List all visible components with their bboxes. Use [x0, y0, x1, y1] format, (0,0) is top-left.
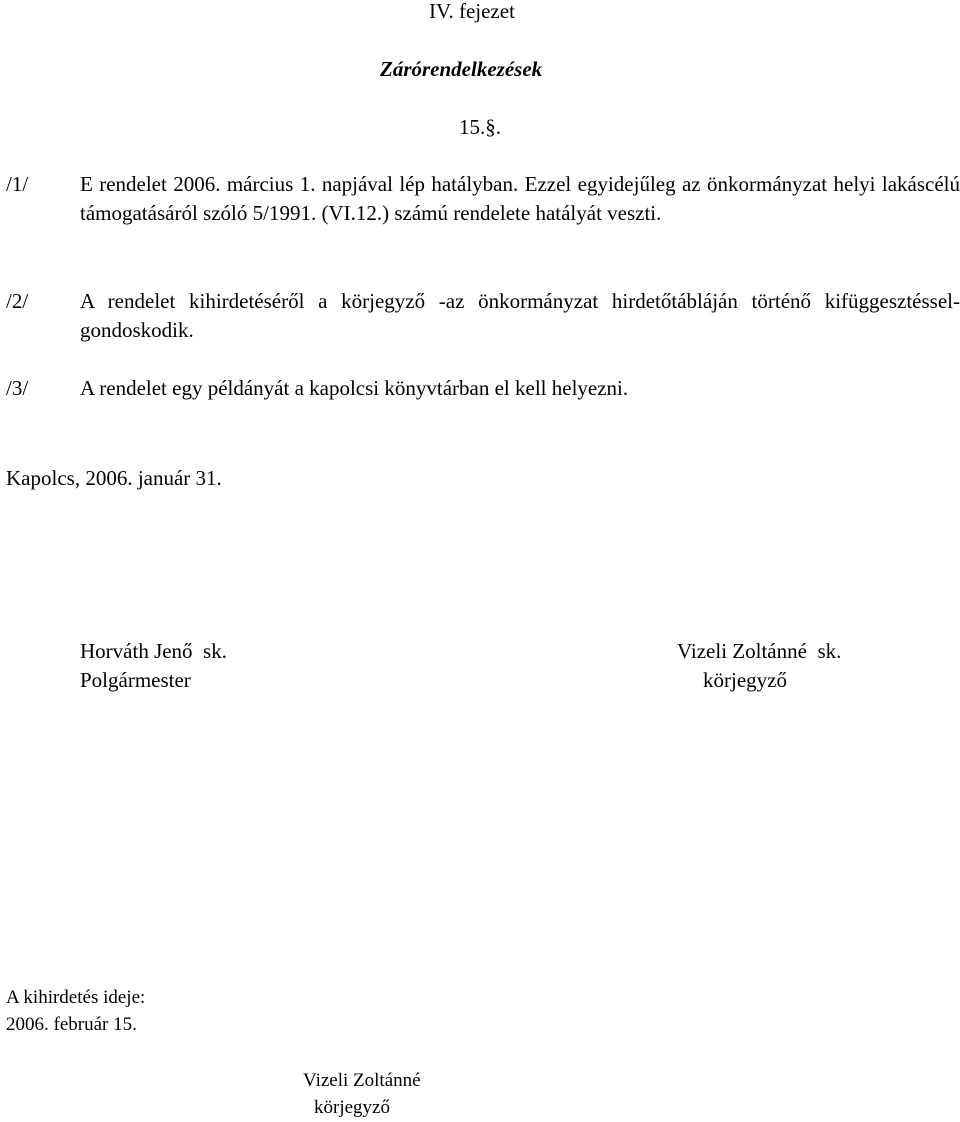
announcement-signer-name: Vizeli Zoltánné — [303, 1070, 421, 1091]
mayor-signature-title: Polgármester — [80, 668, 191, 692]
announcement-signer-title: körjegyző — [314, 1097, 390, 1118]
place-and-date: Kapolcs, 2006. január 31. — [6, 466, 222, 490]
section-number: 15.§. — [459, 115, 501, 139]
paragraph-text: E rendelet 2006. március 1. napjával lép hatályban. Ezzel egyidejűleg az önkormányzat helyi lakáscélú támogatásáról szóló 5/1991. (VI.12.) számú rendelete hatályát veszti. — [80, 172, 960, 225]
paragraph-number: /3/ — [6, 376, 29, 400]
chapter-heading: IV. fejezet — [429, 0, 515, 23]
paragraph-number: /1/ — [6, 172, 29, 196]
notary-signature-name: Vizeli Zoltánné sk. — [677, 639, 842, 663]
section-title: Zárórendelkezések — [380, 57, 543, 81]
paragraph-text: A rendelet egy példányát a kapolcsi könyvtárban el kell helyezni. — [80, 376, 629, 400]
announcement-date: 2006. február 15. — [6, 1014, 137, 1035]
notary-signature-title: körjegyző — [703, 668, 787, 692]
announcement-label: A kihirdetés ideje: — [6, 987, 146, 1008]
mayor-signature-name: Horváth Jenő sk. — [80, 639, 227, 663]
paragraph-number: /2/ — [6, 289, 29, 313]
paragraph-text: A rendelet kihirdetéséről a körjegyző -az önkormányzat hirdetőtábláján történő kifüggesztéssel- gondoskodik. — [80, 289, 960, 342]
